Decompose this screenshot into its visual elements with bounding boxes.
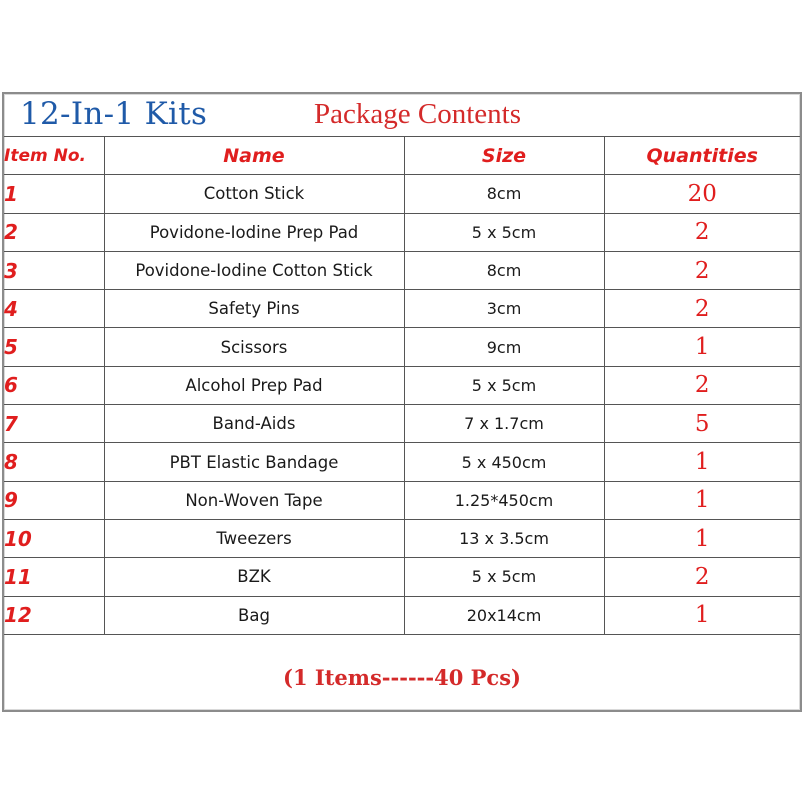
title-row (4, 94, 800, 136)
item-number-cell: 12 (4, 596, 104, 634)
package-contents-card (2, 92, 802, 712)
item-quantity-cell: 1 (604, 481, 800, 519)
table-row (4, 213, 800, 251)
item-name-cell: Band-Aids (104, 405, 404, 443)
item-number-cell: 8 (4, 443, 104, 481)
item-quantity-cell: 2 (604, 558, 800, 596)
item-size-cell: 13 x 3.5cm (404, 519, 604, 557)
item-quantity-cell: 1 (604, 328, 800, 366)
contents-table (4, 136, 800, 635)
item-quantity-cell: 5 (604, 405, 800, 443)
item-name-cell: Safety Pins (104, 290, 404, 328)
item-size-cell: 9cm (404, 328, 604, 366)
table-row (4, 519, 800, 557)
summary-footer: (1 Items------40 Pcs) (283, 665, 521, 690)
item-name-cell: PBT Elastic Bandage (104, 443, 404, 481)
item-size-cell: 5 x 5cm (404, 558, 604, 596)
table-row (4, 481, 800, 519)
package-contents-title: Package Contents (314, 98, 521, 130)
table-row (4, 290, 800, 328)
column-header-name: Name (104, 137, 404, 175)
item-number-cell: 5 (4, 328, 104, 366)
table-row (4, 175, 800, 213)
item-size-cell: 5 x 5cm (404, 213, 604, 251)
item-name-cell: Cotton Stick (104, 175, 404, 213)
item-name-cell: Alcohol Prep Pad (104, 366, 404, 404)
item-size-cell: 20x14cm (404, 596, 604, 634)
item-quantity-cell: 1 (604, 596, 800, 634)
item-number-cell: 3 (4, 251, 104, 289)
item-size-cell: 5 x 450cm (404, 443, 604, 481)
item-quantity-cell: 20 (604, 175, 800, 213)
item-number-cell: 7 (4, 405, 104, 443)
item-number-cell: 4 (4, 290, 104, 328)
kit-title: 12-In-1 Kits (20, 96, 208, 132)
table-row (4, 558, 800, 596)
item-name-cell: Scissors (104, 328, 404, 366)
item-size-cell: 8cm (404, 251, 604, 289)
item-number-cell: 2 (4, 213, 104, 251)
item-number-cell: 11 (4, 558, 104, 596)
item-quantity-cell: 2 (604, 366, 800, 404)
item-name-cell: Tweezers (104, 519, 404, 557)
table-row (4, 443, 800, 481)
item-number-cell: 6 (4, 366, 104, 404)
item-size-cell: 8cm (404, 175, 604, 213)
table-row (4, 405, 800, 443)
item-number-cell: 9 (4, 481, 104, 519)
table-row (4, 251, 800, 289)
table-body (4, 175, 800, 635)
column-header-size: Size (404, 137, 604, 175)
table-header-row (4, 137, 800, 175)
item-number-cell: 10 (4, 519, 104, 557)
table-row (4, 328, 800, 366)
item-size-cell: 3cm (404, 290, 604, 328)
item-quantity-cell: 2 (604, 290, 800, 328)
table-row (4, 596, 800, 634)
item-name-cell: Povidone-Iodine Cotton Stick (104, 251, 404, 289)
table-row (4, 366, 800, 404)
item-size-cell: 1.25*450cm (404, 481, 604, 519)
item-quantity-cell: 2 (604, 251, 800, 289)
item-quantity-cell: 1 (604, 519, 800, 557)
item-size-cell: 7 x 1.7cm (404, 405, 604, 443)
item-number-cell: 1 (4, 175, 104, 213)
item-name-cell: BZK (104, 558, 404, 596)
item-name-cell: Non-Woven Tape (104, 481, 404, 519)
item-quantity-cell: 1 (604, 443, 800, 481)
column-header-item-no: Item No. (4, 137, 104, 175)
item-quantity-cell: 2 (604, 213, 800, 251)
item-name-cell: Povidone-Iodine Prep Pad (104, 213, 404, 251)
item-name-cell: Bag (104, 596, 404, 634)
column-header-quantities: Quantities (604, 137, 800, 175)
item-size-cell: 5 x 5cm (404, 366, 604, 404)
